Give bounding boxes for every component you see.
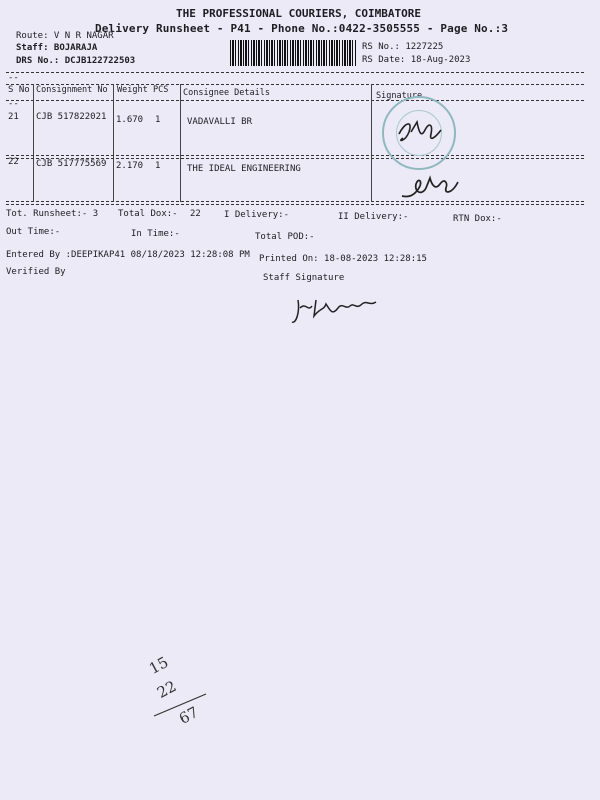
rtn-dox: RTN Dox:- xyxy=(453,214,502,224)
dash-mark: -- xyxy=(8,73,19,83)
row-sno: 22 xyxy=(8,157,19,167)
col-header-weight: Weight xyxy=(117,85,148,95)
row-weight: 1.670 xyxy=(116,115,144,125)
row-consignment: CJB 517822021 xyxy=(36,112,107,122)
company-title: THE PROFESSIONAL COURIERS, COIMBATORE xyxy=(176,7,422,20)
note-number: 67 xyxy=(176,703,202,728)
column-divider xyxy=(113,84,114,202)
printed-on: Printed On: 18-08-2023 12:28:15 xyxy=(259,254,427,264)
row-weight: 2.170 xyxy=(116,161,144,171)
out-time: Out Time:- xyxy=(6,227,61,237)
note-number: 15 xyxy=(146,653,172,678)
i-delivery: I Delivery:- xyxy=(224,210,290,220)
drs-number: DRS No.: DCJB122722503 xyxy=(16,56,136,66)
ii-delivery: II Delivery:- xyxy=(338,212,409,222)
in-time: In Time:- xyxy=(131,229,180,239)
table-bottom-rule xyxy=(6,204,584,205)
route-label: Route: V N R NAGAR xyxy=(16,31,114,41)
table-top-rule xyxy=(6,72,584,73)
col-header-signature: Signature xyxy=(376,91,423,101)
row-consignment: CJB 517775569 xyxy=(36,159,107,169)
row-consignee: VADAVALLI BR xyxy=(187,117,253,127)
staff-signature-label: Staff Signature xyxy=(263,273,345,283)
col-header-sno: S No xyxy=(8,85,30,95)
col-header-pcs: PCS xyxy=(153,85,169,95)
verified-by: Verified By xyxy=(6,267,66,277)
header-bottom-rule xyxy=(6,100,584,101)
column-divider xyxy=(371,84,372,202)
staff-signature xyxy=(290,290,385,330)
barcode xyxy=(230,40,356,66)
row-pcs: 1 xyxy=(155,161,161,171)
total-dox-value: 22 xyxy=(190,209,201,219)
total-dox-label: Total Dox:- xyxy=(118,209,178,219)
delivery-signature xyxy=(396,168,466,208)
dash-mark: -- xyxy=(8,99,19,109)
runsheet-subtitle: Delivery Runsheet - P41 - Phone No.:0422-3505555 - Page No.:3 xyxy=(95,22,509,35)
tot-runsheet: Tot. Runsheet:- 3 xyxy=(6,209,99,219)
col-header-consignment: Consignment No xyxy=(36,85,108,95)
staff-label: Staff: BOJARAJA xyxy=(16,43,98,53)
handwritten-note xyxy=(146,653,171,678)
rs-date: RS Date: 18-Aug-2023 xyxy=(362,55,471,65)
row-pcs: 1 xyxy=(155,115,161,125)
row-divider xyxy=(6,155,584,156)
note-number: 22 xyxy=(154,677,180,702)
rs-number: RS No.: 1227225 xyxy=(362,42,444,52)
row-consignee: THE IDEAL ENGINEERING xyxy=(187,164,301,174)
column-divider xyxy=(33,84,34,202)
column-divider xyxy=(180,84,181,202)
col-header-consignee: Consignee Details xyxy=(183,88,270,98)
entered-by: Entered By :DEEPIKAP41 08/18/2023 12:28:08 PM xyxy=(6,250,250,260)
delivery-signature xyxy=(393,112,453,152)
row-sno: 21 xyxy=(8,112,19,122)
table-bottom-rule xyxy=(6,201,584,202)
total-pod: Total POD:- xyxy=(255,232,315,242)
